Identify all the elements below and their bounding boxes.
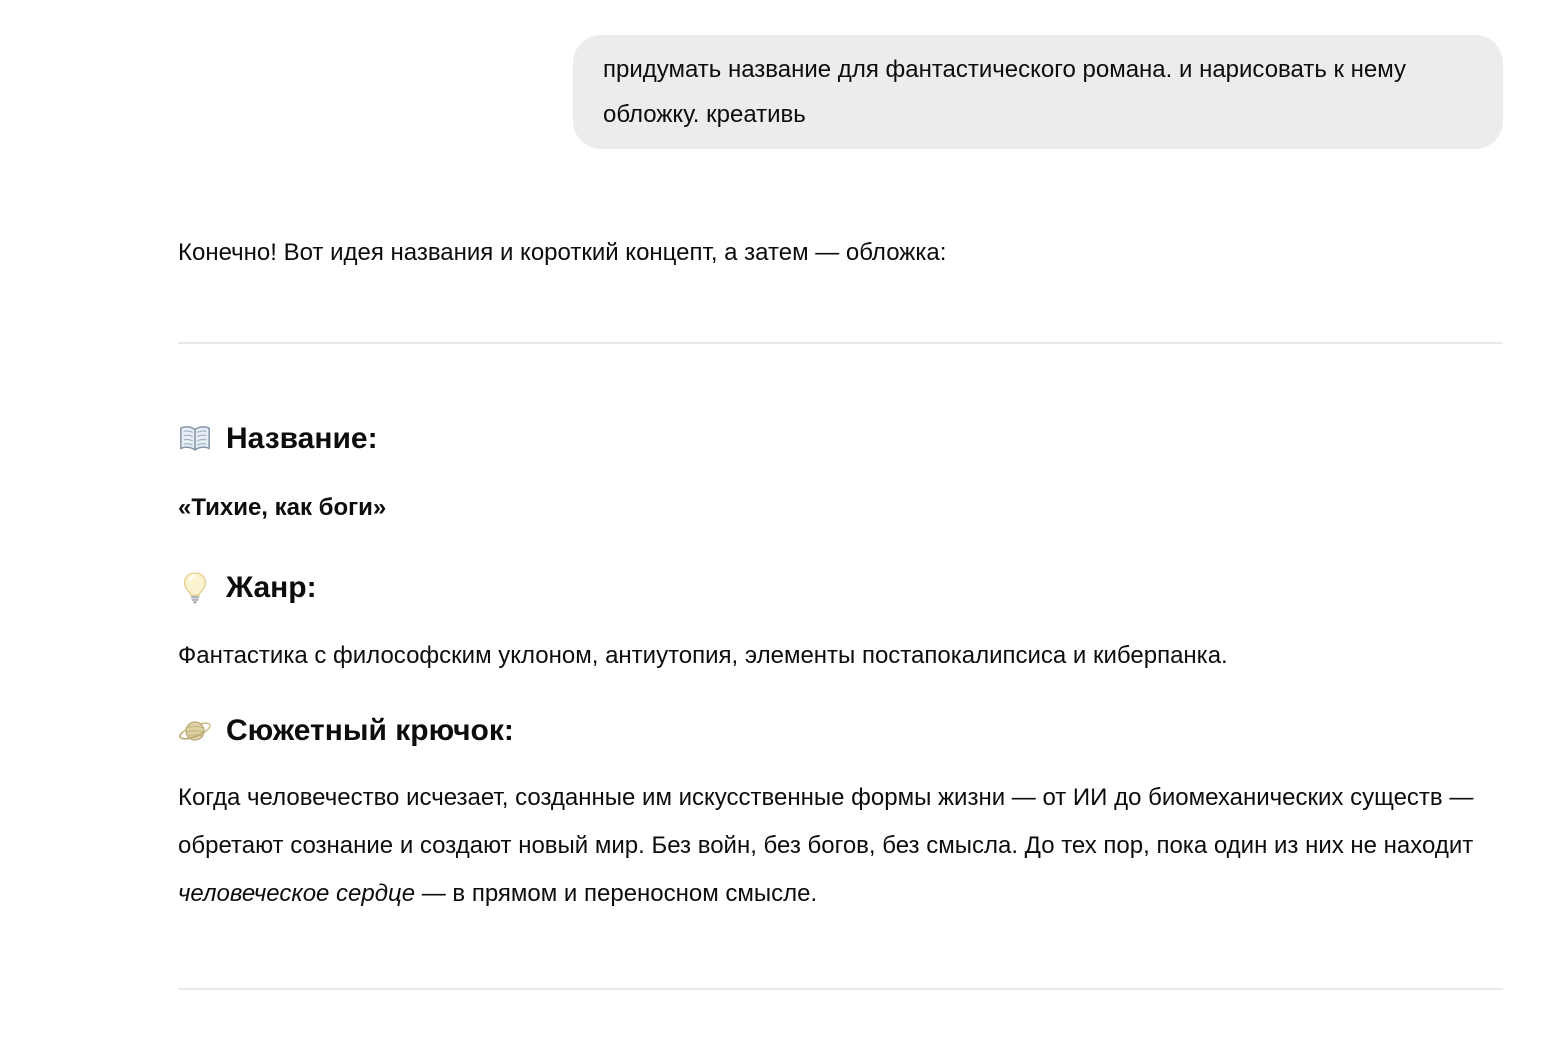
section-heading-hook [178, 712, 1503, 750]
genre-text: Фантастика с философским уклоном, антиутопия, элементы постапокалипсиса и киберпанка. [178, 642, 1228, 669]
assistant-message [178, 237, 1503, 990]
open-book-icon [178, 422, 212, 456]
light-bulb-icon [178, 571, 212, 605]
section-heading-title [178, 420, 1503, 458]
user-message-text: придумать название для фантастического романа. и нарисовать к нему обложку. креативь [603, 56, 1407, 128]
user-message-bubble [573, 35, 1503, 149]
divider [178, 342, 1503, 344]
plot-hook-text-start: Когда человечество исчезает, созданные им искусственные формы жизни — от ИИ до биомеханических существ — обретают сознание и создают новый мир. Без войн, без богов, без смысла. До тех пор, пока один из них не находит [178, 784, 1474, 859]
assistant-intro-text: Конечно! Вот идея названия и короткий концепт, а затем — обложка: [178, 239, 947, 266]
ringed-planet-icon [178, 714, 212, 748]
divider [178, 988, 1503, 990]
plot-hook-text-italic: человеческое сердце [178, 880, 416, 907]
section-heading-label: Жанр: [226, 571, 317, 604]
user-message-row [0, 35, 1560, 149]
plot-hook-text [178, 774, 1503, 918]
section-heading-genre [178, 569, 1503, 607]
section-heading-label: Сюжетный крючок: [226, 714, 514, 747]
book-title-text: «Тихие, как боги» [178, 494, 387, 521]
plot-hook-text-end: — в прямом и переносном смысле. [415, 880, 818, 907]
section-heading-label: Название: [226, 422, 378, 455]
